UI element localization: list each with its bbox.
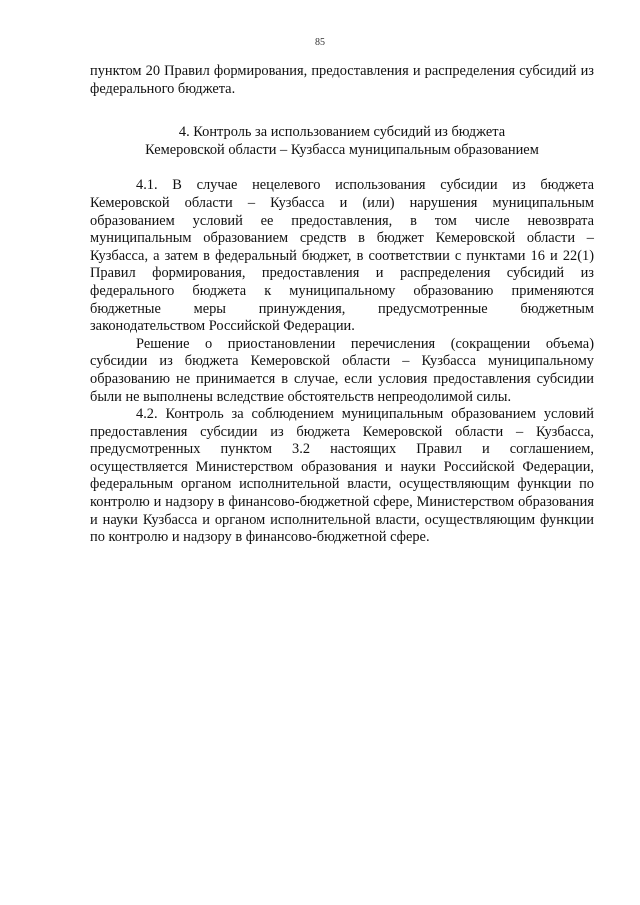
document-body [90, 63, 594, 547]
section-heading [90, 124, 594, 159]
paragraph-4-2: 4.2. Контроль за соблюдением муниципальным образованием условий предоставления субсидии из бюджета Кемеровской области – Кузбасса, предусмотренных пунктом 3.2 настоящих Правил и соглашением, осуществляется Министерством образования и науки Российской Федерации, федеральным органом исполнительной власти, осуществляющим функции по контролю и надзору в финансово-бюджетной сфере, Министерством образования и науки Кузбасса и органом исполнительной власти, осуществляющим функции по контролю и надзору в финансово-бюджетной сфере. [90, 406, 594, 546]
intro-paragraph: пунктом 20 Правил формирования, предоставления и распределения субсидий из федерального бюджета. [90, 63, 594, 97]
section-heading-line-1: 4. Контроль за использованием субсидий из бюджета [178, 124, 506, 141]
paragraph-decision: Решение о приостановлении перечисления (сокращении объема) субсидии из бюджета Кемеровской области – Кузбасса муниципальному образованию не принимается в случае, если условия предоставления субсидии были не выполнены вследствие обстоятельств непреодолимой силы. [90, 335, 594, 405]
page-number: 85 [315, 37, 325, 48]
section-heading-line-2: Кемеровской области – Кузбасса муниципальным образованием [145, 141, 539, 158]
paragraph-4-1: 4.1. В случае нецелевого использования субсидии из бюджета Кемеровской области – Кузбасса и (или) нарушения муниципальным образованием условий ее предоставления, в том числе невозврата муниципальным образованием средств в бюджет Кемеровской области – Кузбасса, а затем в федеральный бюджет, в соответствии с пунктами 16 и 22(1) Правил формирования, предоставления и распределения субсидий из федерального бюджета к муниципальному образованию применяются бюджетные меры принуждения, предусмотренные бюджетным законодательством Российской Федерации. [90, 177, 594, 335]
